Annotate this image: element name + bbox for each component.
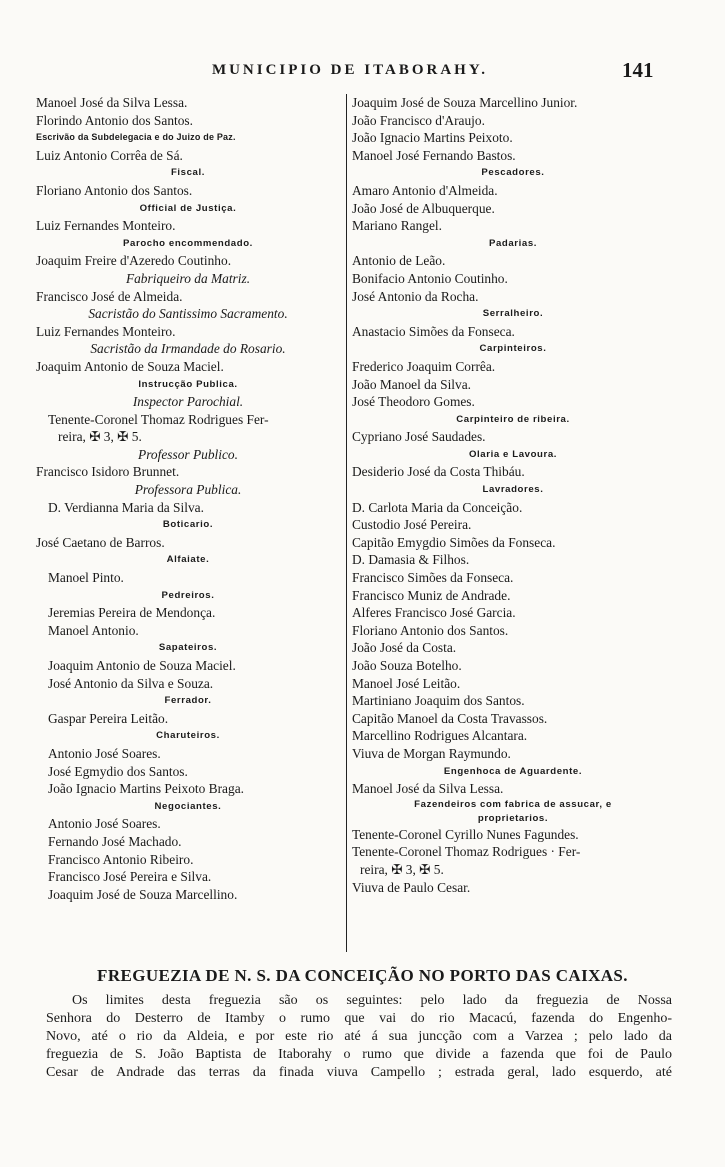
list-item: Capitão Emygdio Simões da Fonseca. — [352, 534, 556, 550]
list-item: Francisco Isidoro Brunnet. — [36, 464, 180, 480]
paragraph-line: Senhora do Desterro de Itamby o rumo que vai do rio Macacú, fazenda do Engenho- — [46, 1011, 672, 1026]
list-item: Jeremias Pereira de Mendonça. — [48, 605, 216, 621]
section-heading: Alfaiate. — [166, 554, 210, 566]
section-heading: Parocho encommendado. — [123, 237, 253, 249]
section-heading: Boticario. — [162, 519, 214, 531]
paragraph-line: Cesar de Andrade das terras da finada viuva Campello ; estrada geral, lado esquerdo, até — [46, 1065, 672, 1080]
list-item: Viuva de Paulo Cesar. — [352, 879, 471, 895]
section-heading: Pescadores. — [481, 167, 545, 179]
page-number: 141 — [622, 58, 654, 82]
section-heading: Carpinteiro de ribeira. — [456, 413, 570, 425]
page-header — [0, 58, 725, 86]
section-heading: Pedreiros. — [161, 589, 215, 601]
list-item: Gaspar Pereira Leitão. — [48, 710, 169, 726]
list-item: João Manoel da Silva. — [352, 376, 472, 392]
section-heading: Engenhoca de Aguardente. — [443, 765, 583, 777]
role-title: Sacristão do Santissimo Sacramento. — [88, 306, 288, 322]
list-item: José Antonio da Rocha. — [352, 288, 479, 304]
section-heading: Negociantes. — [154, 800, 222, 812]
list-item: Marcellino Rodrigues Alcantara. — [352, 728, 528, 744]
list-item: reira, ✠ 3, ✠ 5. — [360, 861, 444, 877]
list-item: Viuva de Morgan Raymundo. — [352, 745, 511, 761]
role-title: Sacristão da Irmandade do Rosario. — [90, 341, 286, 357]
list-item: Joaquim José de Souza Marcellino. — [48, 886, 238, 902]
section-heading: Padarias. — [488, 237, 538, 249]
section-heading: Carpinteiros. — [479, 343, 547, 355]
list-item: João Francisco d'Araujo. — [352, 112, 485, 128]
list-item: Joaquim Antonio de Souza Maciel. — [48, 658, 236, 673]
list-item: João Souza Botelho. — [352, 658, 462, 673]
list-item: Floriano Antonio dos Santos. — [36, 182, 193, 198]
section-heading: Fiscal. — [170, 167, 206, 179]
list-item: João Ignacio Martins Peixoto. — [352, 130, 513, 146]
role-title: Professor Publico. — [138, 446, 238, 462]
list-item: Francisco Antonio Ribeiro. — [48, 851, 194, 867]
list-item: Luiz Fernandes Monteiro. — [36, 323, 176, 339]
list-item: Manoel Pinto. — [48, 570, 124, 586]
list-item: José Antonio da Silva e Souza. — [48, 675, 214, 691]
parish-paragraph — [46, 992, 672, 1082]
list-item: Antonio José Soares. — [48, 745, 161, 761]
list-item: Manoel José da Silva Lessa. — [352, 781, 504, 797]
list-item: Cypriano José Saudades. — [352, 429, 486, 445]
list-item: Manoel Antonio. — [48, 622, 139, 638]
list-item: Capitão Manoel da Costa Travassos. — [352, 710, 548, 726]
list-item: Francisco Muniz de Andrade. — [352, 587, 511, 603]
role-title: Professora Publica. — [134, 482, 242, 498]
list-item: Francisco José de Almeida. — [36, 288, 183, 304]
list-item: Martiniano Joaquim dos Santos. — [352, 693, 525, 709]
list-item: José Egmydio dos Santos. — [48, 763, 188, 779]
role-title: Fabriqueiro da Matriz. — [125, 270, 251, 286]
paragraph-line: freguezia de S. João Baptista de Itaborahy o rumo que divide a fazenda que foi de Paulo — [46, 1047, 672, 1062]
running-title: MUNICIPIO DE ITABORAHY. — [211, 62, 489, 78]
list-item: Francisco Simões da Fonseca. — [352, 570, 514, 586]
list-item: Antonio de Leão. — [352, 253, 446, 269]
parish-title: FREGUEZIA DE N. S. DA CONCEIÇÃO NO PORTO DAS CAIXAS. — [97, 966, 628, 985]
section-heading: Olaria e Lavoura. — [468, 448, 558, 460]
list-item: Anastacio Simões da Fonseca. — [352, 323, 515, 339]
list-item: João José da Costa. — [352, 640, 457, 656]
list-item: Amaro Antonio d'Almeida. — [352, 182, 498, 198]
section-heading: Instrucção Publica. — [138, 378, 238, 390]
role-title: Inspector Parochial. — [132, 394, 244, 410]
list-item: Tenente-Coronel Cyrillo Nunes Fagundes. — [352, 826, 579, 842]
list-item: Francisco José Pereira e Silva. — [48, 869, 212, 885]
list-item: D. Verdianna Maria da Silva. — [48, 499, 204, 515]
list-item: João Ignacio Martins Peixoto Braga. — [48, 781, 244, 797]
list-item: José Caetano de Barros. — [36, 534, 165, 550]
list-item: Luiz Fernandes Monteiro. — [36, 218, 176, 234]
right-column — [352, 94, 674, 896]
list-item: Florindo Antonio dos Santos. — [36, 112, 193, 128]
section-heading: Official de Justiça. — [139, 202, 237, 214]
section-heading: Escrivão da Subdelegacia e do Juizo de Paz. — [36, 132, 236, 143]
list-item: João José de Albuquerque. — [352, 200, 495, 216]
section-heading: Fazendeiros com fabrica de assucar, e — [414, 798, 612, 810]
section-heading: Charuteiros. — [156, 730, 220, 742]
column-divider — [346, 94, 347, 952]
list-item: Joaquim Antonio de Souza Maciel. — [36, 358, 224, 374]
list-item: Floriano Antonio dos Santos. — [352, 622, 509, 638]
list-item: Fernando José Machado. — [48, 833, 182, 849]
section-heading: Ferrador. — [164, 695, 212, 707]
paragraph-line: Os limites desta freguezia são os seguintes: pelo lado da freguezia de Nossa — [72, 993, 672, 1008]
section-heading: Sapateiros. — [158, 642, 218, 654]
list-item: Luiz Antonio Corrêa de Sá. — [36, 147, 183, 163]
section-heading: proprietarios. — [477, 812, 549, 824]
list-item: Mariano Rangel. — [352, 218, 442, 234]
paragraph-line: Novo, até o rio da Aldeia, e por este rio até á sua juncção com a Varzea ; pelo lado da — [46, 1029, 672, 1044]
list-item: reira, ✠ 3, ✠ 5. — [58, 429, 142, 445]
list-item: Joaquim Freire d'Azeredo Coutinho. — [36, 253, 232, 269]
list-item: Manoel José da Silva Lessa. — [36, 95, 188, 110]
list-item: Manoel José Leitão. — [352, 675, 461, 691]
section-heading: Serralheiro. — [482, 308, 544, 320]
list-item: Desiderio José da Costa Thibáu. — [352, 464, 525, 480]
list-item: Bonifacio Antonio Coutinho. — [352, 270, 508, 286]
list-item: Tenente-Coronel Thomaz Rodrigues Fer- — [48, 411, 269, 427]
list-item: D. Carlota Maria da Conceição. — [352, 499, 523, 515]
list-item: José Theodoro Gomes. — [352, 394, 475, 410]
list-item: Manoel José Fernando Bastos. — [352, 147, 516, 163]
list-item: Alferes Francisco José Garcia. — [352, 605, 516, 621]
list-item: D. Damasia & Filhos. — [352, 552, 470, 568]
list-item: Custodio José Pereira. — [352, 517, 472, 533]
list-item: Antonio José Soares. — [48, 816, 161, 832]
section-heading: Lavradores. — [482, 484, 544, 496]
list-item: Joaquim José de Souza Marcellino Junior. — [352, 95, 578, 110]
list-item: Frederico Joaquim Corrêa. — [352, 358, 496, 374]
list-item: Tenente-Coronel Thomaz Rodrigues · Fer- — [352, 844, 581, 860]
left-column — [36, 94, 340, 903]
